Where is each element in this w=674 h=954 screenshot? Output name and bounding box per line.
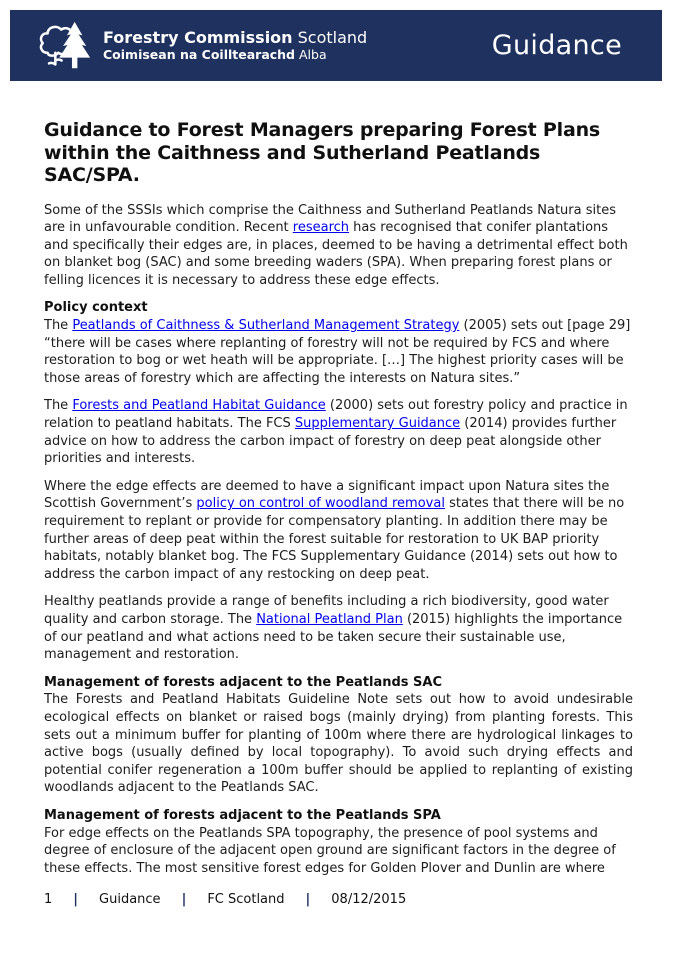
section-heading: Policy context xyxy=(44,300,148,316)
document-type-label: Guidance xyxy=(491,30,622,61)
text-run: (2014) provides further advice on how to address the carbon impact of forestry on deep peat alongside other priorities and interests. xyxy=(44,416,617,467)
header-banner xyxy=(10,10,662,81)
page-title: Guidance to Forest Managers preparing Forest Plans within the Caithness and Sutherland Peatlands SAC/SPA. xyxy=(44,119,601,186)
footer-page-number: 1 xyxy=(44,892,53,907)
paragraph xyxy=(44,593,633,663)
text-run: (2000) sets out forestry policy and practice in relation to peatland habitats. The FCS xyxy=(44,398,628,432)
paragraph xyxy=(44,317,633,387)
forestry-commission-logo xyxy=(10,20,367,72)
paragraph xyxy=(44,691,633,797)
inline-link[interactable]: Forests and Peatland Habitat Guidance xyxy=(72,398,326,414)
footer-separator: | xyxy=(305,892,311,907)
text-run: (2015) highlights the importance of our peatland and what actions need to be taken secure their sustainable use, management and restoration. xyxy=(44,611,623,663)
footer-date: 08/12/2015 xyxy=(331,892,407,907)
text-run: Where the edge effects are deemed to have a significant impact upon Natura sites the Scottish Government’s xyxy=(44,478,610,512)
org-name-gaelic xyxy=(103,47,367,63)
paragraph xyxy=(44,825,633,878)
text-run: For edge effects on the Peatlands SPA topography, the presence of pool systems and degree of enclosure of the adjacent open ground are significant factors in the degree of these effects. The most sensitive forest edges for Golden Plover and Dunlin are where xyxy=(44,825,616,876)
inline-link[interactable]: policy on control of woodland removal xyxy=(196,496,445,512)
logo-text xyxy=(103,28,367,63)
tree-logo-icon xyxy=(36,20,94,72)
inline-link[interactable]: National Peatland Plan xyxy=(256,611,403,627)
text-run: states that there will be no requirement to replant or provide for compensatory planting. In addition there may be further areas of deep peat within the forest suitable for restoration to UK BAP priority habitats, notably blanket bog. The FCS Supplementary Guidance (2014) sets out how to address the carbon impact of any restocking on deep peat. xyxy=(44,496,625,582)
document-content xyxy=(44,119,633,887)
inline-link[interactable]: Supplementary Guidance xyxy=(294,416,461,432)
page-footer xyxy=(44,892,427,907)
text-run: The Forests and Peatland Habitats Guideline Note sets out how to avoid undesirable ecological effects on blanket or raised bogs (mainly drying) from planting forests. This sets out a minimum buffer for planting of 100m where there are hydrological linkages to active bogs (usually defined by local topography). To avoid such drying effects and potential conifer regeneration a 100m buffer should be applied to replanting of existing woodlands adjacent to the Peatlands SAC. xyxy=(44,692,633,796)
org-name-en: Forestry Commission xyxy=(103,28,293,47)
footer-separator: | xyxy=(181,892,187,907)
text-run: (2005) sets out [page 29] “there will be cases where replanting of forestry will not be required by FCS and where restoration to bog or wet heath will be appropriate. […] The highest priority cases will be those areas of forestry which are affecting the interests on Natura sites.” xyxy=(44,318,631,386)
org-name-gd: Coimisean na Coilltearachd xyxy=(103,47,296,62)
paragraph xyxy=(44,397,633,467)
inline-link[interactable]: Peatlands of Caithness & Sutherland Management Strategy xyxy=(72,318,460,334)
text-run: has recognised that conifer plantations and specifically their edges are, in places, deemed to be having a detrimental effect both on blanket bog (SAC) and some breeding waders (SPA). When preparing forest plans or felling licences it is necessary to address these edge effects. xyxy=(44,220,628,288)
paragraph xyxy=(44,478,633,584)
text-run: Some of the SSSIs which comprise the Caithness and Sutherland Peatlands Natura sites are in unfavourable condition. Recent xyxy=(44,202,616,236)
paragraph xyxy=(44,202,633,290)
section-heading: Management of forests adjacent to the Peatlands SPA xyxy=(44,807,441,823)
document-body xyxy=(44,202,633,878)
org-name-gd-suffix: Alba xyxy=(295,47,327,62)
text-run: The xyxy=(44,318,73,334)
org-name-en-suffix: Scotland xyxy=(292,28,368,47)
section-heading: Management of forests adjacent to the Peatlands SAC xyxy=(44,674,443,690)
org-name xyxy=(103,28,367,47)
text-run: The xyxy=(44,398,73,414)
inline-link[interactable]: research xyxy=(292,220,350,236)
footer-org: FC Scotland xyxy=(207,892,285,907)
footer-separator: | xyxy=(73,892,79,907)
footer-doc-type: Guidance xyxy=(99,892,161,907)
text-run: Healthy peatlands provide a range of benefits including a rich biodiversity, good water quality and carbon storage. The xyxy=(44,594,609,627)
